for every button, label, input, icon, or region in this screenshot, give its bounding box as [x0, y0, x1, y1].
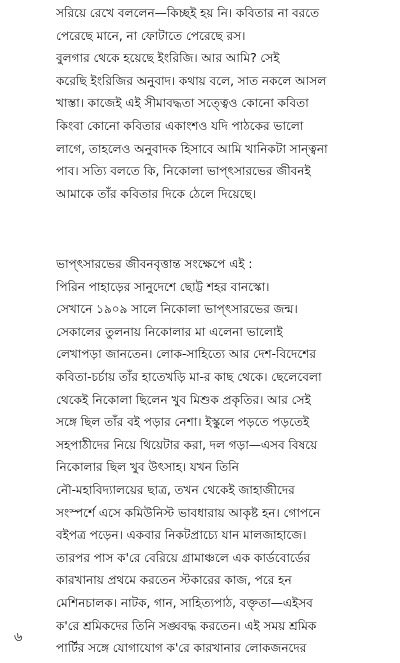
text-line: পেরেছে মানে, না ফোটাতে পেরেছে রস। [56, 28, 246, 43]
text-line: সহপাঠীদের নিয়ে থিয়েটার করা, দল গড়া—এসব বিষয়ে [56, 437, 318, 452]
text-line: নৌ-মহাবিদ্যালয়ের ছাত্র, তখন থেকেই জাহাজীদের [56, 482, 295, 497]
body-text-upper [56, 2, 354, 205]
text-line: ভাপ্‌ৎসারভের জীবনবৃত্তান্ত সংক্ষেপে এই : [56, 257, 253, 271]
text-line: মেশিনচালক। নাটক, গান, সাহিত্যপাঠ, বক্তৃতা—এইসব [56, 595, 313, 610]
text-line: সেকালের তুলনায় নিকোলার মা এলেনা ভালোই [56, 324, 283, 339]
text-line: সঙ্গে ছিল তাঁর বই পড়ার নেশা। ইস্কুলে পড়তে পড়তেই [56, 415, 310, 430]
text-line: কারখানায় প্রথমে করতেন স্টকারের কাজ, পরে হন [56, 573, 292, 588]
text-line: পাব। সত্যি বলতে কি, নিকোলা ভাপ্‌ৎসারভের জীবনই [56, 164, 311, 179]
page-number: ৬ [14, 630, 23, 645]
body-text-lower [56, 253, 354, 660]
text-line: বুলগার থেকে হয়েছে ইংরিজি। আর আমি? সেই [56, 51, 280, 66]
text-line: কিংবা কোনো কবিতার একাংশও যদি পাঠকের ভালো [56, 118, 304, 133]
text-line: লাগে, তাহলেও অনুবাদক হিসাবে আমি খানিকটা সান্ত্বনা [56, 141, 328, 156]
text-line: কবিতা-চর্চায় তাঁর হাতেখড়ি মা-র কাছ থেকে। ছেলেবেলা [56, 369, 322, 384]
text-line: সংস্পর্শে এসে কমিউনিস্ট ভাবধারায় আকৃষ্ট হন। গোপনে [56, 505, 321, 520]
text-line: নিকোলার ছিল খুব উৎসাহ। যখন তিনি [56, 460, 239, 475]
text-line: পার্টির সঙ্গে যোগাযোগ ক'রে কারখানার লোকজনদের [56, 641, 307, 656]
text-line: আমাকে তাঁর কবিতার দিকে ঠেলে দিয়েছে। [56, 186, 257, 201]
text-line: তারপর পাস ক'রে বেরিয়ে গ্রামাঞ্চলে এক কার্ডবোর্ডের [56, 550, 311, 565]
text-line: খাস্তা। কাজেই এই সীমাবদ্ধতা সত্ত্বেও কোনো কবিতা [56, 96, 309, 111]
text-line: পিরিন পাহাড়ের সানুদেশে ছোট্ট শহর বানস্কো। [56, 279, 270, 294]
text-line: লেখাপড়া জানতেন। লোক-সাহিত্যে আর দেশ-বিদেশের [56, 347, 316, 362]
text-line: বইপত্র পড়েন। একবার নিকটপ্রাচ্যে যান মালজাহাজে। [56, 528, 307, 543]
text-line: সরিয়ে রেখে বললেন—কিচ্ছই হয় নি। কবিতার না বরতে [56, 6, 320, 20]
text-line: ক'রে শ্রমিকদের তিনি সঙ্ঘবদ্ধ করতেন। এই সময় শ্রমিক [56, 618, 317, 633]
text-line: সেখানে ১৯০৯ সালে নিকোলা ভাপ্‌ৎসারভের জন্ম। [56, 302, 298, 317]
text-line: থেকেই নিকোলা ছিলেন খুব মিশুক প্রকৃতির। আর সেই [56, 392, 311, 407]
text-line: করেছি ইংরিজির অনুবাদ। কথায় বলে, সাত নকলে আসল [56, 73, 327, 88]
